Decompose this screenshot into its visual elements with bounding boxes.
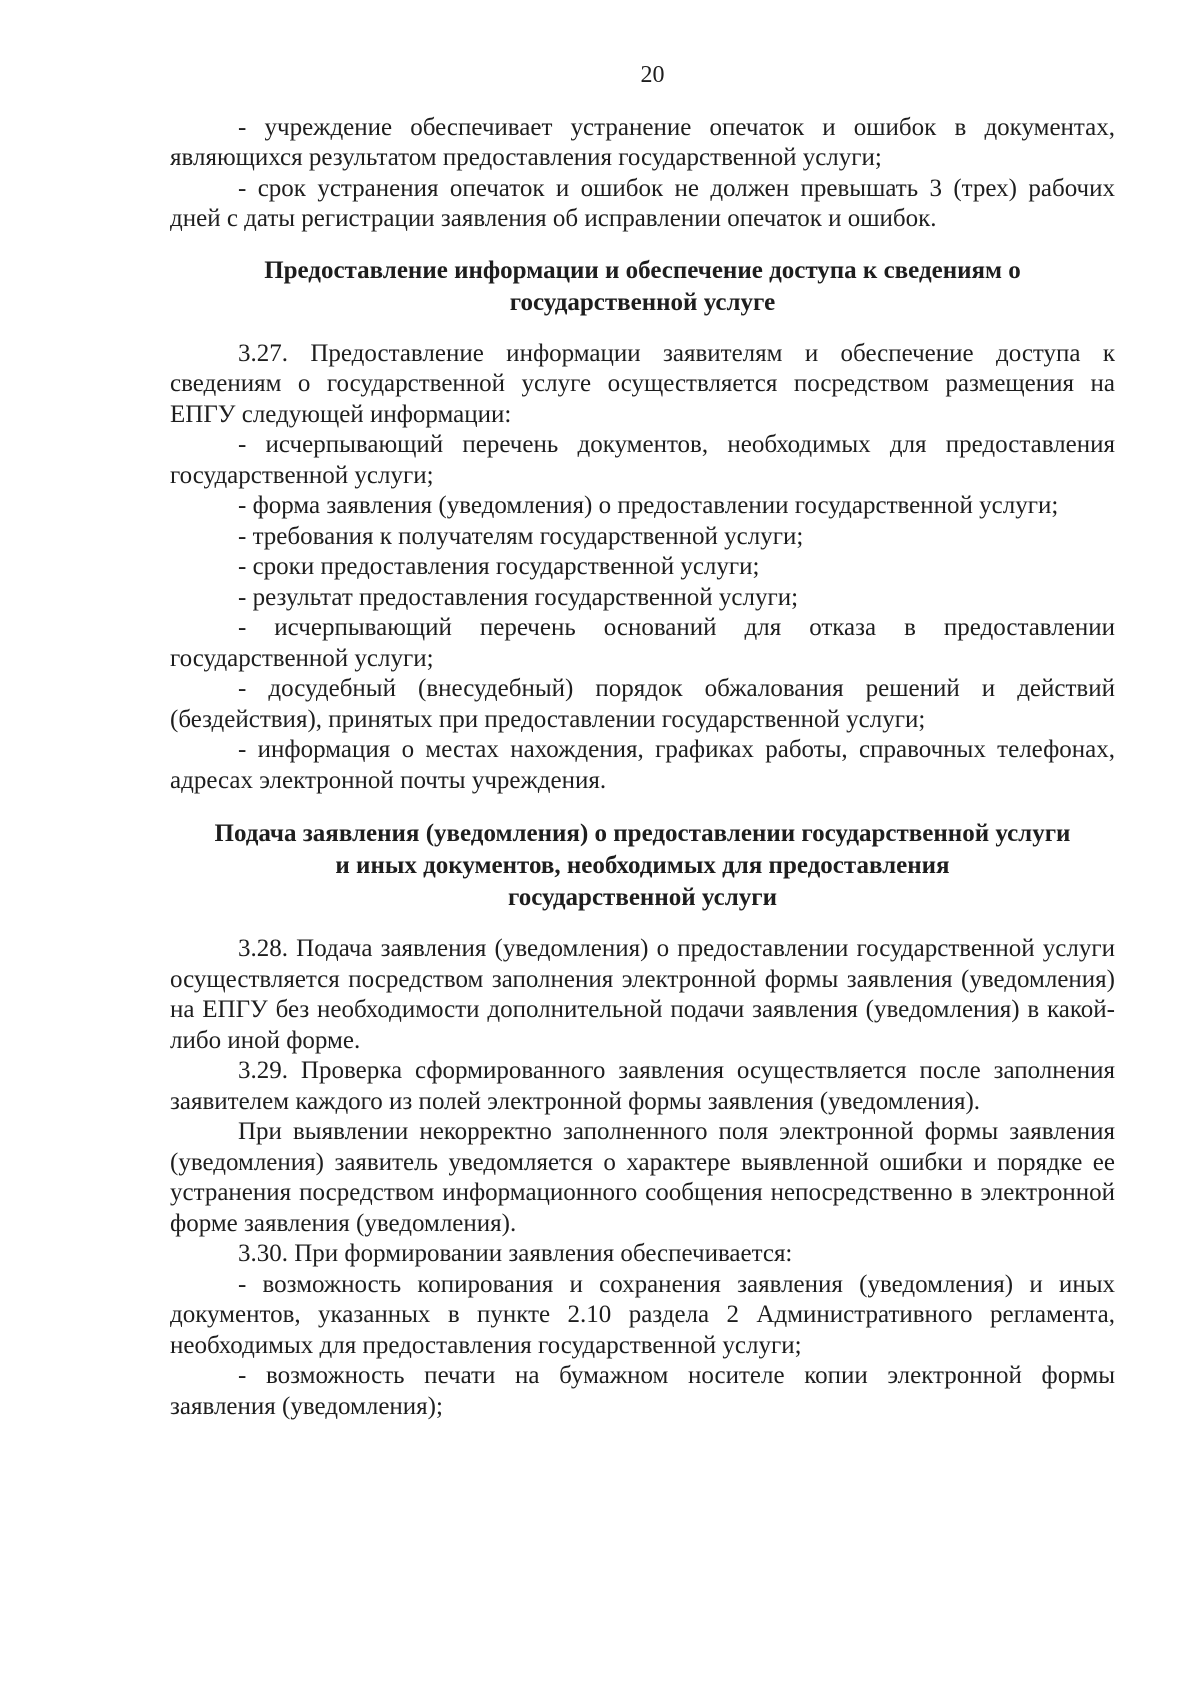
heading-line: и иных документов, необходимых для предоставления	[335, 852, 950, 879]
list-item: - форма заявления (уведомления) о предоставлении государственной услуги;	[238, 492, 1059, 519]
page-number: 20	[640, 62, 665, 88]
paragraph-group-1	[170, 113, 1115, 235]
list-item: - исчерпывающий перечень документов, необходимых для предоставления государственной услуги;	[170, 431, 1115, 489]
paragraph-3-28: 3.28. Подача заявления (уведомления) о предоставлении государственной услуги осуществляется посредством заполнения электронной формы заявления (уведомления) на ЕПГУ без необходимости дополнительной подачи заявления (уведомления) в какой-либо иной форме.	[170, 935, 1115, 1054]
paragraph: - срок устранения опечаток и ошибок не должен превышать 3 (трех) рабочих дней с даты регистрации заявления об исправлении опечаток и ошибок.	[170, 174, 1115, 232]
list-item: - возможность копирования и сохранения заявления (уведомления) и иных документов, указанных в пункте 2.10 раздела 2 Административного регламента, необходимых для предоставления государственной услуги;	[170, 1270, 1115, 1359]
heading-line: государственной услуги	[507, 884, 778, 911]
heading-line: государственной услуге	[509, 288, 776, 316]
paragraph: При выявлении некорректно заполненного поля электронной формы заявления (уведомления) заявитель уведомляется о характере выявленной ошибки и порядке ее устранения посредством информационного сообщения непосредственно в электронной форме заявления (уведомления).	[170, 1118, 1115, 1237]
paragraph-group-2	[170, 339, 1115, 797]
list-item: - досудебный (внесудебный) порядок обжалования решений и действий (бездействия), принятых при предоставлении государственной услуги;	[170, 675, 1115, 733]
list-item: - информация о местах нахождения, графиках работы, справочных телефонах, адресах электронной почты учреждения.	[170, 736, 1115, 794]
list-item: - сроки предоставления государственной услуги;	[238, 553, 760, 580]
heading-line: Подача заявления (уведомления) о предоставлении государственной услуги	[214, 820, 1071, 847]
list-item: - возможность печати на бумажном носителе копии электронной формы заявления (уведомления);	[170, 1362, 1115, 1420]
list-item: - результат предоставления государственной услуги;	[238, 583, 799, 611]
section-heading-application-submission	[170, 818, 1115, 914]
section-heading-info-access	[170, 255, 1115, 319]
paragraph-3-30: 3.30. При формировании заявления обеспечивается:	[238, 1240, 793, 1267]
heading-line: Предоставление информации и обеспечение доступа к сведениям о	[264, 256, 1021, 284]
paragraph-group-3	[170, 934, 1115, 1422]
list-item: - требования к получателям государственной услуги;	[238, 522, 804, 550]
paragraph-3-29: 3.29. Проверка сформированного заявления осуществляется после заполнения заявителем каждого из полей электронной формы заявления (уведомления).	[170, 1057, 1115, 1115]
paragraph-3-27: 3.27. Предоставление информации заявителям и обеспечение доступа к сведениям о государственной услуге осуществляется посредством размещения на ЕПГУ следующей информации:	[170, 339, 1115, 428]
list-item: - исчерпывающий перечень оснований для отказа в предоставлении государственной услуги;	[170, 614, 1115, 672]
paragraph: - учреждение обеспечивает устранение опечаток и ошибок в документах, являющихся результатом предоставления государственной услуги;	[170, 113, 1115, 171]
